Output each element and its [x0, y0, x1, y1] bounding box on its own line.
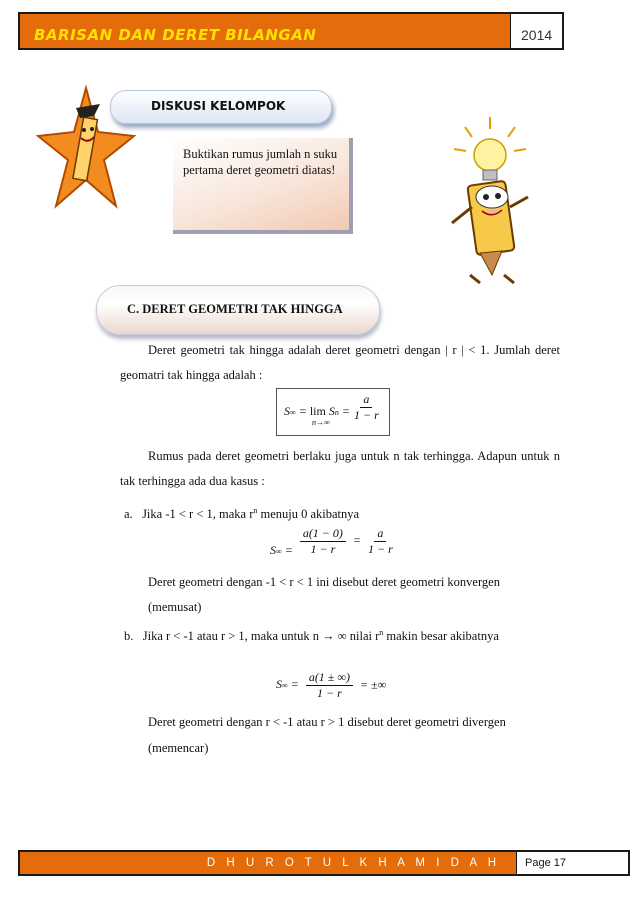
footer-author: D H U R O T U L K H A M I D A H — [20, 852, 516, 874]
case-b-eq: = — [290, 677, 299, 692]
case-a-inf: ∞ — [276, 547, 282, 557]
intro-paragraph-2: Rumus pada deret geometri berlaku juga untuk n tak terhingga. Adapun untuk n tak terhingga ada dua kasus : — [120, 449, 560, 488]
case-b-sup: n — [379, 628, 384, 637]
case-a-eq-2: = — [352, 533, 362, 548]
case-a-num1: a(1 − 0) — [300, 526, 346, 542]
case-a-line — [124, 506, 359, 522]
formula-sn: S — [328, 404, 335, 418]
formula-num: a — [360, 392, 372, 408]
case-a-sup: n — [253, 506, 258, 515]
case-b-text-mid: nilai r — [346, 629, 380, 644]
case-a-eq-1: = — [284, 543, 293, 558]
case-a-den1: 1 − r — [310, 542, 336, 556]
case-a-label: a. — [124, 507, 133, 522]
task-box: Buktikan rumus jumlah n suku pertama deret geometri diatas! — [173, 138, 353, 234]
case-a-num2: a — [374, 526, 386, 542]
case-b-text-before: Jika r < -1 atau r > 1, maka untuk n — [142, 629, 319, 644]
formula-n-sub: n — [334, 408, 339, 417]
case-a-formula — [270, 526, 393, 557]
formula-inf-sub: ∞ — [290, 408, 296, 417]
formula-lim-sub: n→∞ — [312, 418, 330, 427]
formula-s: S — [284, 404, 290, 418]
formula-den: 1 − r — [354, 408, 379, 422]
lightbulb-pencil-mascot-icon — [440, 115, 540, 290]
case-b-result: = ±∞ — [359, 677, 387, 692]
case-b-desc-2: (memencar) — [148, 741, 209, 755]
main-formula-fraction — [354, 392, 379, 423]
case-a-desc-2: (memusat) — [148, 600, 202, 614]
page-header — [18, 12, 564, 50]
section-ribbon — [96, 285, 380, 335]
header-year: 2014 — [510, 14, 562, 48]
discussion-ribbon — [110, 90, 332, 124]
discussion-label: DISKUSI KELOMPOK — [151, 99, 286, 113]
case-b-den: 1 − r — [316, 686, 342, 700]
case-b-arrow: → ∞ — [322, 629, 347, 644]
formula-eq-2: = — [341, 404, 350, 418]
case-a-text-after: menuju 0 akibatnya — [257, 507, 360, 522]
case-b-label: b. — [124, 629, 134, 644]
case-b-s: S — [276, 677, 282, 692]
intro-paragraph-1: Deret geometri tak hingga adalah deret geometri dengan | r | < 1. Jumlah deret geomatri tak hingga adalah : — [120, 343, 560, 382]
case-b-desc-1: Deret geometri dengan r < -1 atau r > 1 disebut deret geometri divergen — [148, 715, 506, 729]
page-footer — [18, 850, 630, 876]
case-a-s: S — [270, 543, 276, 558]
footer-page-number: Page 17 — [516, 852, 628, 874]
formula-lim: lim — [309, 404, 326, 418]
case-b-num: a(1 ± ∞) — [306, 670, 353, 686]
formula-eq-1: = — [298, 404, 307, 418]
header-title: BARISAN DAN DERET BILANGAN — [20, 14, 510, 48]
case-b-line — [124, 628, 499, 644]
main-formula — [284, 404, 350, 419]
case-b-text-after: makin besar akibatnya — [383, 629, 499, 644]
case-a-desc-1: Deret geometri dengan -1 < r < 1 ini disebut deret geometri konvergen — [148, 575, 500, 589]
case-a-den2: 1 − r — [368, 542, 393, 556]
case-b-inf: ∞ — [282, 681, 288, 691]
section-title: C. DERET GEOMETRI TAK HINGGA — [127, 302, 343, 316]
case-a-text-before: Jika -1 < r < 1, maka r — [142, 507, 254, 522]
case-b-formula — [276, 670, 386, 701]
